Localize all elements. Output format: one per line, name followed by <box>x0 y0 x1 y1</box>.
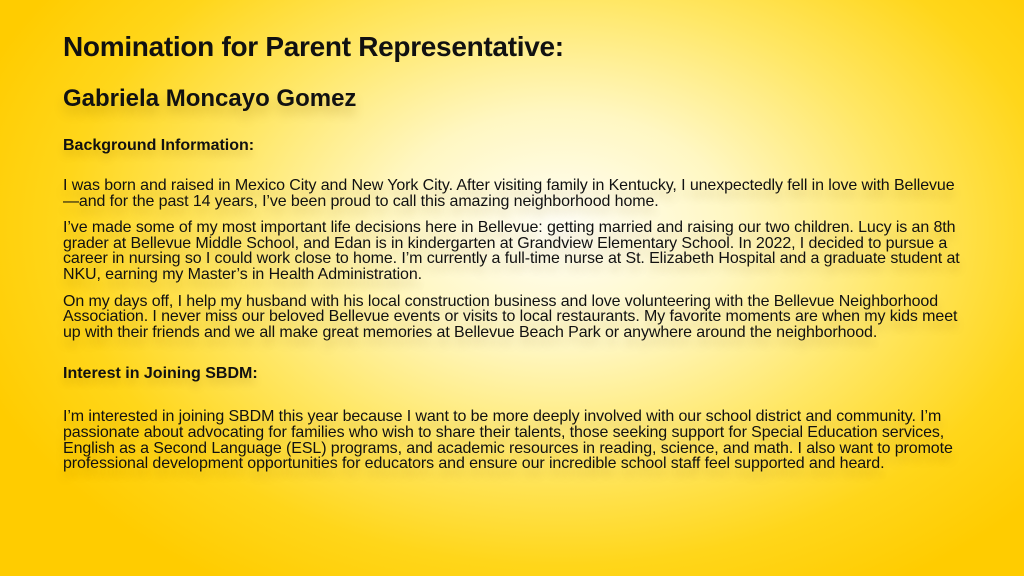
background-paragraph-2: I’ve made some of my most important life decisions here in Bellevue: getting married and raising our two children. Lucy is an 8th grader at Bellevue Middle School, and Edan is in kindergarten at Grandview Elementary School. In 2022, I decided to pursue a career in nursing so I could work close to home. I’m currently a full-time nurse at St. Elizabeth Hospital and a graduate student at NKU, earning my Master’s in Health Administration. <box>63 219 960 283</box>
background-heading: Background Information: <box>63 137 255 154</box>
background-paragraph-1: I was born and raised in Mexico City and New York City. After visiting family in Kentucky, I unexpectedly fell in love with Bellevue—and for the past 14 years, I’ve been proud to call this amazing neighborhood home. <box>63 177 955 210</box>
interest-heading: Interest in Joining SBDM: <box>63 365 258 383</box>
interest-paragraph: I’m interested in joining SBDM this year because I want to be more deeply involved with our school district and community. I’m passionate about advocating for families who wish to share their talents, those seeking support for Special Education services, English as a Second Language (ESL) programs, and academic resources in reading, science, and math. I also want to promote professional development opportunities for educators and ensure our incredible school staff feel supported and heard. <box>63 408 953 473</box>
slide-title: Nomination for Parent Representative: <box>63 31 564 62</box>
background-paragraph-3: On my days off, I help my husband with his local construction business and love volunteering with the Bellevue Neighborhood Association. I never miss our beloved Bellevue events or visits to local restaurants. My favorite moments are when my kids meet up with their friends and we all make great memories at Bellevue Beach Park or anywhere around the neighborhood. <box>63 292 958 341</box>
nominee-name: Gabriela Moncayo Gomez <box>63 85 357 112</box>
